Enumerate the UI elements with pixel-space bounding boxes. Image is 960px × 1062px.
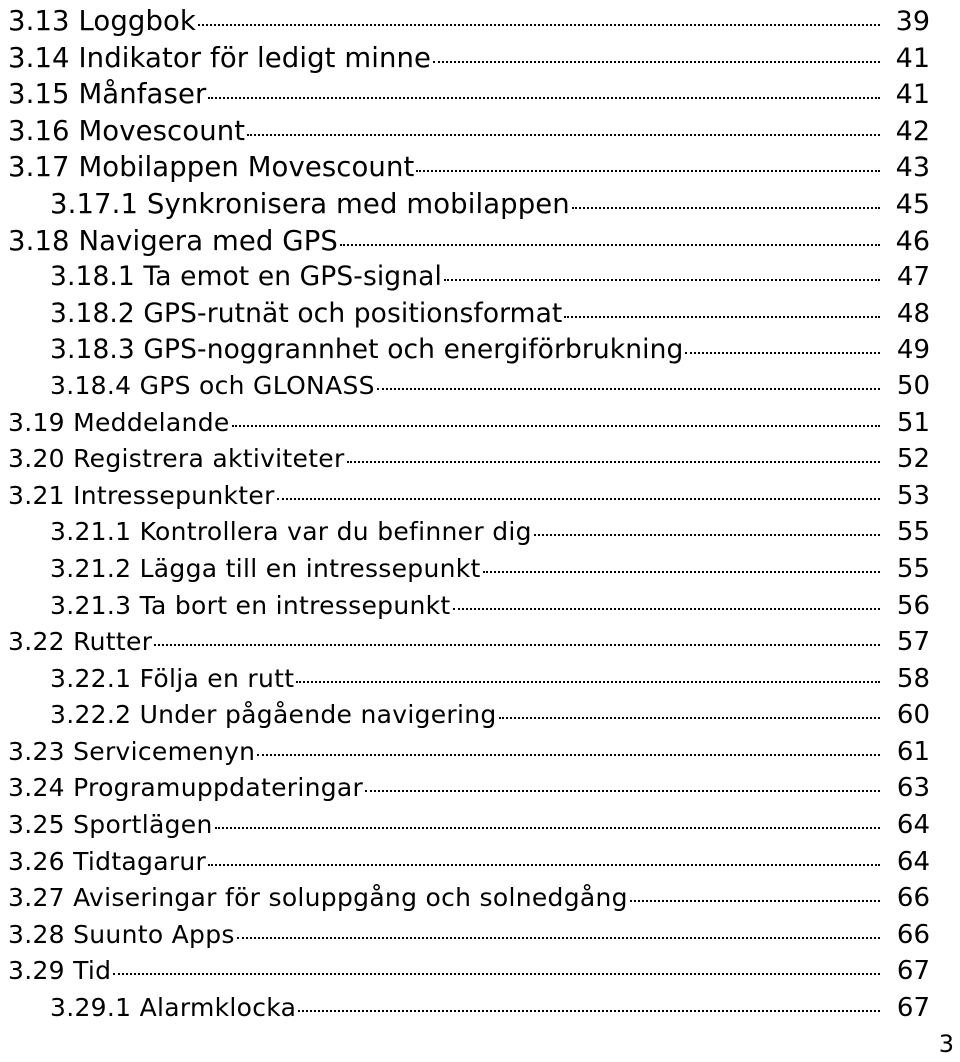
toc-entry-title: 3.17 Mobilappen Movescount xyxy=(8,151,415,184)
toc-entry-row xyxy=(50,664,930,696)
dot-leader xyxy=(483,571,880,573)
toc-entry-row xyxy=(8,627,930,659)
toc-entry[interactable] xyxy=(0,148,960,185)
toc-entry-page-number: 55 xyxy=(896,553,930,584)
toc-entry-title: 3.17.1 Synkronisera med mobilappen xyxy=(50,187,570,220)
toc-entry-page-number: 67 xyxy=(896,956,930,987)
toc-entry-title: 3.21.2 Lägga till en intressepunkt xyxy=(50,553,481,583)
toc-entry-page-number: 56 xyxy=(896,590,930,621)
toc-entry-row xyxy=(50,334,930,366)
toc-entry[interactable] xyxy=(0,75,960,112)
toc-entry-title: 3.14 Indikator för ledigt minne xyxy=(8,41,432,74)
dot-leader xyxy=(534,534,880,536)
toc-entry-page-number: 41 xyxy=(895,42,930,74)
toc-entry-row xyxy=(8,773,930,805)
toc-entry-title: 3.18.4 GPS och GLONASS xyxy=(50,370,375,400)
dot-leader xyxy=(685,352,880,354)
toc-entry-page-number: 52 xyxy=(896,444,930,475)
dot-leader xyxy=(247,134,880,136)
toc-entry-row xyxy=(8,408,930,440)
dot-leader xyxy=(433,61,880,63)
dot-leader xyxy=(377,388,880,390)
toc-entry[interactable] xyxy=(0,844,960,881)
toc-entry-page-number: 41 xyxy=(895,79,930,111)
toc-entry-title: 3.18.1 Ta emot en GPS-signal xyxy=(50,261,442,293)
toc-entry[interactable] xyxy=(0,441,960,478)
toc-entry[interactable] xyxy=(0,478,960,515)
toc-entry-row xyxy=(8,42,930,74)
toc-entry-page-number: 60 xyxy=(896,700,930,731)
toc-entry-row xyxy=(8,481,930,513)
dot-leader xyxy=(277,498,880,500)
toc-entry-page-number: 64 xyxy=(896,846,930,877)
dot-leader xyxy=(296,681,880,683)
toc-entry[interactable] xyxy=(0,185,960,222)
toc-entry-page-number: 47 xyxy=(896,262,930,293)
dot-leader xyxy=(232,425,880,427)
toc-entry[interactable] xyxy=(0,258,960,295)
toc-entry-page-number: 63 xyxy=(896,773,930,804)
toc-entry-page-number: 45 xyxy=(895,188,930,220)
toc-entry-page-number: 66 xyxy=(896,883,930,914)
toc-entry[interactable] xyxy=(0,661,960,698)
toc-entry-row xyxy=(50,261,930,293)
toc-entry[interactable] xyxy=(0,331,960,368)
toc-entry[interactable] xyxy=(0,624,960,661)
dot-leader xyxy=(237,937,880,939)
dot-leader xyxy=(215,827,880,829)
dot-leader xyxy=(208,864,880,866)
toc-entry[interactable] xyxy=(0,222,960,259)
toc-entry-title: 3.22.2 Under pågående navigering xyxy=(50,700,497,730)
toc-entry[interactable] xyxy=(0,368,960,405)
toc-entry-page-number: 51 xyxy=(896,407,930,438)
toc-entry[interactable] xyxy=(0,551,960,588)
toc-entry-title: 3.18.3 GPS-noggrannhet och energiförbrukning xyxy=(50,334,684,366)
toc-entry-title: 3.19 Meddelande xyxy=(8,407,230,437)
dot-leader xyxy=(154,644,880,646)
toc-entry[interactable] xyxy=(0,588,960,625)
toc-entry-row xyxy=(50,591,930,623)
toc-entry-page-number: 53 xyxy=(896,480,930,511)
toc-entry-row xyxy=(8,151,930,183)
toc-entry[interactable] xyxy=(0,39,960,76)
toc-entry-page-number: 43 xyxy=(895,152,930,184)
toc-entry-row xyxy=(8,883,930,915)
toc-entry-row xyxy=(8,737,930,769)
dot-leader xyxy=(416,170,880,172)
toc-entry-row xyxy=(50,371,930,403)
dot-leader xyxy=(208,97,880,99)
dot-leader xyxy=(365,790,880,792)
toc-entry[interactable] xyxy=(0,514,960,551)
toc-entry-page-number: 61 xyxy=(896,736,930,767)
toc-entry[interactable] xyxy=(0,880,960,917)
page-number: 3 xyxy=(938,1030,954,1058)
toc-entry-page-number: 42 xyxy=(895,115,930,147)
toc-entry[interactable] xyxy=(0,2,960,39)
toc-entry-row xyxy=(8,956,930,988)
toc-entry-row xyxy=(50,554,930,586)
dot-leader xyxy=(113,973,880,975)
dot-leader xyxy=(499,717,880,719)
toc-entry-title: 3.18 Navigera med GPS xyxy=(8,224,338,257)
toc-entry-title: 3.27 Aviseringar för soluppgång och solnedgång xyxy=(8,883,628,913)
toc-entry-title: 3.15 Månfaser xyxy=(8,78,207,111)
dot-leader xyxy=(444,279,880,281)
toc-entry-row xyxy=(50,993,930,1025)
toc-entry-page-number: 48 xyxy=(896,298,930,329)
toc-entry-title: 3.22.1 Följa en rutt xyxy=(50,663,295,693)
toc-entry-title: 3.21.3 Ta bort en intressepunkt xyxy=(50,590,451,620)
toc-entry-title: 3.28 Suunto Apps xyxy=(8,919,235,949)
toc-entry[interactable] xyxy=(0,295,960,332)
toc-entry-title: 3.26 Tidtagarur xyxy=(8,846,207,876)
toc-entry-page-number: 49 xyxy=(896,335,930,366)
toc-entry-row xyxy=(8,444,930,476)
dot-leader xyxy=(453,608,881,610)
dot-leader xyxy=(257,754,880,756)
toc-entry[interactable] xyxy=(0,807,960,844)
toc-entry-title: 3.13 Loggbok xyxy=(8,5,196,37)
dot-leader xyxy=(564,316,880,318)
dot-leader xyxy=(572,207,880,209)
toc-entry-row xyxy=(50,298,930,330)
dot-leader xyxy=(198,24,880,26)
toc-entry-row xyxy=(50,517,930,549)
toc-entry[interactable] xyxy=(0,112,960,149)
toc-entry-title: 3.24 Programuppdateringar xyxy=(8,773,364,803)
toc-entry[interactable] xyxy=(0,697,960,734)
toc-entry-title: 3.16 Movescount xyxy=(8,114,246,147)
toc-entry-page-number: 55 xyxy=(896,517,930,548)
toc-entry-row xyxy=(50,188,930,220)
toc-entry-page-number: 67 xyxy=(896,993,930,1024)
toc-entry-title: 3.20 Registrera aktiviteter xyxy=(8,444,345,474)
toc-entry-row xyxy=(8,920,930,952)
toc-entry-title: 3.23 Servicemenyn xyxy=(8,736,256,766)
toc-entry-row xyxy=(8,5,930,37)
toc-entry-row xyxy=(8,115,930,147)
dot-leader xyxy=(340,244,880,246)
dot-leader xyxy=(298,1010,880,1012)
toc-entry-row xyxy=(8,847,930,879)
toc-entry[interactable] xyxy=(0,917,960,954)
toc-entry-row xyxy=(8,78,930,110)
toc-entry-page-number: 57 xyxy=(896,627,930,658)
toc-entry-row xyxy=(50,700,930,732)
toc-entry-page-number: 39 xyxy=(895,6,930,37)
toc-entry[interactable] xyxy=(0,990,960,1027)
toc-entry-title: 3.25 Sportlägen xyxy=(8,810,213,840)
toc-entry-title: 3.18.2 GPS-rutnät och positionsformat xyxy=(50,297,563,329)
dot-leader xyxy=(347,461,880,463)
toc-entry-title: 3.22 Rutter xyxy=(8,627,153,657)
toc-entry-title: 3.21 Intressepunkter xyxy=(8,480,275,510)
toc-entry[interactable] xyxy=(0,953,960,990)
dot-leader xyxy=(630,900,880,902)
toc-entry[interactable] xyxy=(0,734,960,771)
toc-entry-row xyxy=(8,225,930,257)
toc-entry[interactable] xyxy=(0,770,960,807)
toc-entry-page-number: 58 xyxy=(896,663,930,694)
toc-entry-title: 3.29.1 Alarmklocka xyxy=(50,993,297,1023)
toc-entry-page-number: 66 xyxy=(896,919,930,950)
toc-entry-page-number: 50 xyxy=(896,370,930,401)
toc-entry-page-number: 64 xyxy=(896,810,930,841)
toc-entry-page-number: 46 xyxy=(895,225,930,257)
toc-entry-title: 3.21.1 Kontrollera var du befinner dig xyxy=(50,517,532,547)
toc-entry[interactable] xyxy=(0,405,960,442)
toc-entry-title: 3.29 Tid xyxy=(8,956,112,986)
toc-entry-row xyxy=(8,810,930,842)
